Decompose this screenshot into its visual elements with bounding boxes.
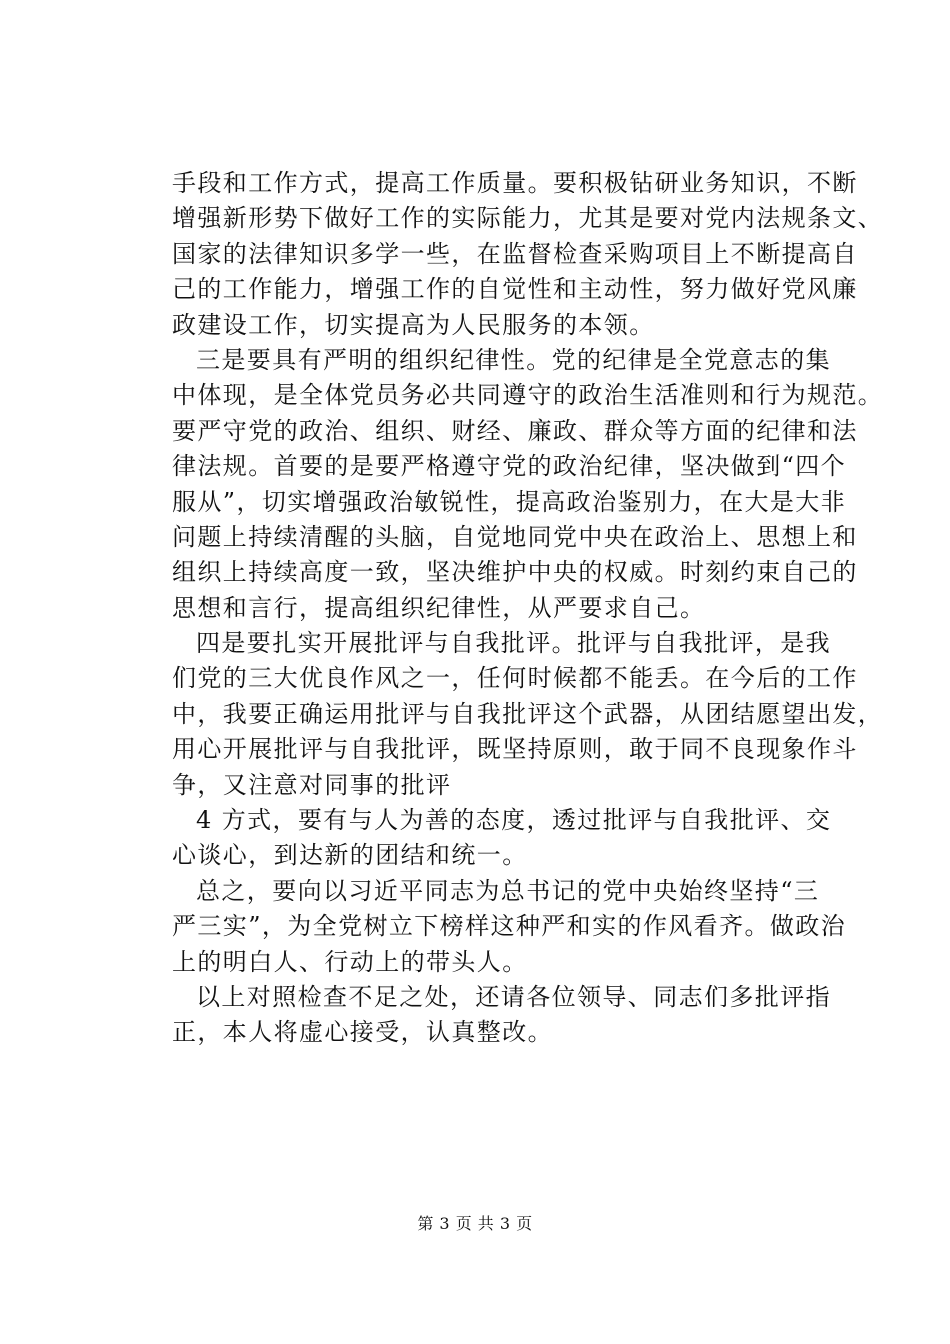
text-line: 己的工作能力，增强工作的自觉性和主动性，努力做好党风廉 [172,275,858,304]
text-line: 手段和工作方式，提高工作质量。要积极钻研业务知识，不断 [172,169,858,197]
text-line: 组织上持续高度一致，坚决维护中央的权威。时刻约束自己的 [172,558,858,587]
text-line: 律法规。首要的是要严格遵守党的政治纪律，坚决做到“四个 [172,452,847,481]
text-line: 总之，要向以习近平同志为总书记的党中央始终坚持“三 [196,876,820,905]
page-footer: 第 3 页 共 3 页 [417,1214,533,1233]
text-line: 严三实”，为全党树立下榜样这种严和实的作风看齐。做政治 [172,912,847,941]
text-line: 要严守党的政治、组织、财经、廉政、群众等方面的纪律和法 [172,416,858,445]
body-text [172,166,884,1051]
text-line: 心谈心，到达新的团结和统一。 [172,841,528,870]
text-line: 上的明白人、行动上的带头人。 [172,947,528,976]
text-line: 国家的法律知识多学一些，在监督检查采购项目上不断提高自 [172,239,858,268]
text-line: 中体现，是全体党员务必共同遵守的政治生活准则和行为规范。 [172,381,884,410]
text-line: 中，我要正确运用批评与自我批评这个武器，从团结愿望出发， [172,699,884,728]
text-line: 增强新形势下做好工作的实际能力，尤其是要对党内法规条文、 [172,204,884,233]
text-line: 以上对照检查不足之处，还请各位领导、同志们多批评指 [196,982,831,1011]
text-line: 们党的三大优良作风之一，任何时候都不能丢。在今后的工作 [172,664,858,693]
text-line: 思想和言行，提高组织纪律性，从严要求自己。 [172,593,706,622]
text-line: 服从”，切实增强政治敏锐性，提高政治鉴别力，在大是大非 [172,487,847,516]
text-line: 政建设工作，切实提高为人民服务的本领。 [172,310,655,339]
text-line: 四是要扎实开展批评与自我批评。批评与自我批评，是我 [196,629,831,658]
text-line: 用心开展批评与自我批评，既坚持原则，敢于同不良现象作斗 [172,735,858,764]
text-line: 争，又注意对同事的批评 [172,770,452,799]
text-line: 问题上持续清醒的头脑，自觉地同党中央在政治上、思想上和 [172,522,858,551]
text-line: 4 方式，要有与人为善的态度，透过批评与自我批评、交 [196,806,832,835]
text-line: 正，本人将虚心接受，认真整改。 [172,1018,553,1047]
text-line: 三是要具有严明的组织纪律性。党的纪律是全党意志的集 [196,345,831,374]
